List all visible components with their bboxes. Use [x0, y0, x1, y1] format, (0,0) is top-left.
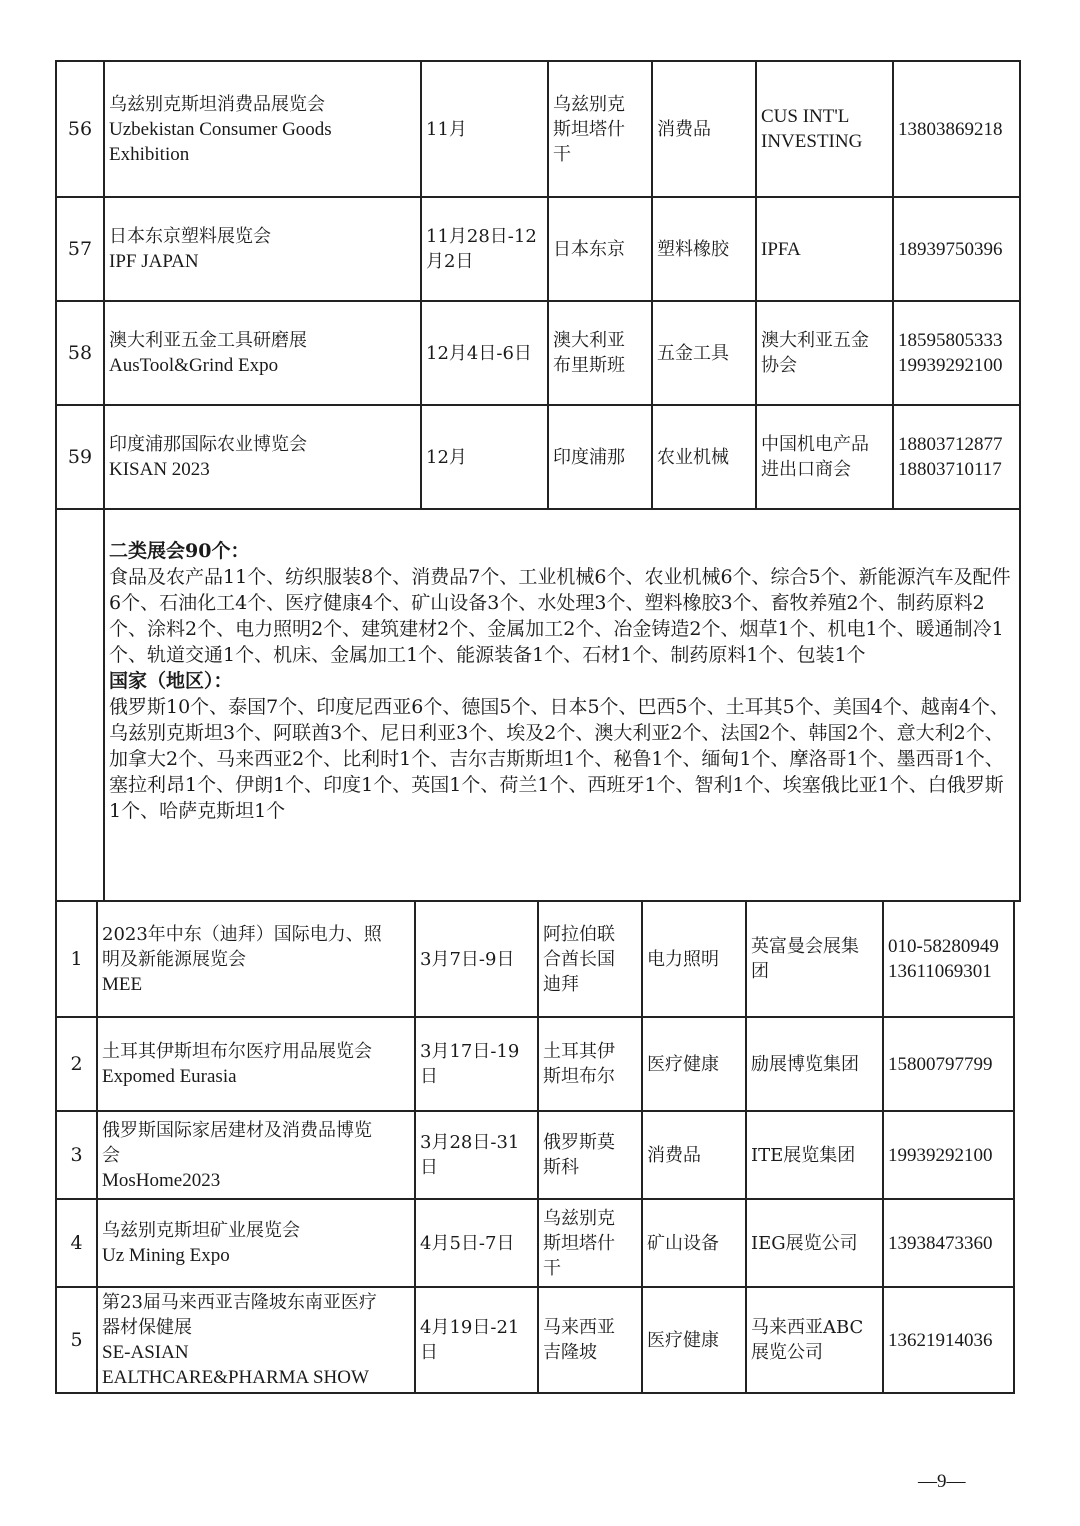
- city-line: 斯科: [543, 1157, 579, 1178]
- exhibition-organizer: [756, 405, 893, 509]
- city-line: 斯坦塔什: [553, 118, 625, 140]
- phone-line: 010-58280949: [888, 936, 999, 957]
- exhibition-name-en: AusTool&Grind Expo: [109, 355, 279, 376]
- contact-phone: [893, 61, 1020, 197]
- phone-line: 13621914036: [888, 1329, 993, 1351]
- exhibition-city: [538, 1017, 642, 1111]
- exhibition-name: [97, 901, 415, 1017]
- organizer-line: IPFA: [761, 238, 801, 260]
- industry-line: 医疗健康: [647, 1329, 719, 1351]
- contact-phone: [893, 301, 1020, 405]
- exhibition-name-cn: 乌兹别克斯坦矿业展览会: [102, 1220, 300, 1241]
- phone-line: 18939750396: [898, 238, 1003, 260]
- industry-line: 电力照明: [647, 948, 719, 970]
- table-row: [56, 61, 1020, 197]
- city-line: 迪拜: [543, 973, 579, 995]
- exhibition-name-cn: 澳大利亚五金工具研磨展: [109, 330, 307, 351]
- exhibition-city: [548, 301, 652, 405]
- row-number: 3: [56, 1111, 97, 1199]
- exhibition-name: [104, 197, 421, 301]
- contact-phone: [883, 1111, 1014, 1199]
- city-line: 干: [553, 143, 571, 165]
- organizer-line: 展览公司: [751, 1342, 823, 1363]
- organizer-line: 励展博览集团: [751, 1053, 859, 1075]
- exhibition-name-cn: 第23届马来西亚吉隆坡东南亚医疗: [102, 1292, 377, 1313]
- date-line: 11月28日-12: [426, 226, 537, 247]
- date-line: 11月: [426, 118, 467, 140]
- phone-line: 15800797799: [888, 1053, 993, 1075]
- industry-line: 塑料橡胶: [657, 238, 729, 260]
- city-line: 阿拉伯联: [543, 923, 615, 945]
- exhibition-name-en: EALTHCARE&PHARMA SHOW: [102, 1367, 369, 1388]
- country-heading: 国家（地区）：: [109, 670, 233, 692]
- exhibition-table-bottom: [55, 900, 1015, 1394]
- exhibition-date: [421, 197, 548, 301]
- phone-line: 18803712877: [898, 434, 1003, 455]
- exhibition-name-cn: 日本东京塑料展览会: [109, 226, 271, 247]
- city-line: 斯坦塔什: [543, 1232, 615, 1254]
- exhibition-date: [415, 1287, 538, 1393]
- city-line: 乌兹别克: [543, 1207, 615, 1229]
- exhibition-city: [538, 901, 642, 1017]
- city-line: 印度浦那: [553, 446, 625, 468]
- exhibition-industry: [652, 301, 756, 405]
- exhibition-name-en: Expomed Eurasia: [102, 1066, 237, 1087]
- contact-phone: [893, 197, 1020, 301]
- summary-cell: [104, 509, 1020, 901]
- row-number: 56: [56, 61, 104, 197]
- exhibition-date: [415, 1017, 538, 1111]
- industry-line: 矿山设备: [647, 1232, 719, 1254]
- exhibition-name-cn: 器材保健展: [102, 1317, 192, 1338]
- table-row: [56, 1199, 1014, 1287]
- organizer-line: ITE展览集团: [751, 1144, 856, 1166]
- exhibition-organizer: [746, 1287, 883, 1393]
- exhibition-name-cn: 土耳其伊斯坦布尔医疗用品展览会: [102, 1041, 372, 1062]
- exhibition-name-en: SE-ASIAN: [102, 1342, 189, 1363]
- exhibition-date: [415, 901, 538, 1017]
- row-number: 58: [56, 301, 104, 405]
- date-line: 3月17日-19日: [420, 1041, 520, 1087]
- table-row: [56, 1017, 1014, 1111]
- phone-line: 18803710117: [898, 459, 1002, 480]
- exhibition-organizer: [756, 61, 893, 197]
- exhibition-name-cn: 明及新能源展览会: [102, 948, 246, 970]
- industry-breakdown: 食品及农产品11个、纺织服装8个、消费品7个、工业机械6个、农业机械6个、综合5个、新能源汽车及配件6个、石油化工4个、医疗健康4个、矿山设备3个、水处理3个、塑料橡胶3个、畜牧养殖2个、制药原料2个、涂料2个、电力照明2个、建筑建材2个、金属加工2个、冶金铸造2个、烟草1个、机电1个、暖通制冷1个、轨道交通1个、机床、金属加工1个、能源装备1个、石材1个、制药原料1个、包装1个: [109, 566, 1011, 666]
- exhibition-name-cn: 2023年中东（迪拜）国际电力、照: [102, 923, 382, 945]
- exhibition-name: [97, 1111, 415, 1199]
- organizer-line: 中国机电产品: [761, 434, 869, 455]
- exhibition-industry: [652, 197, 756, 301]
- exhibition-industry: [642, 1199, 746, 1287]
- city-line: 土耳其伊: [543, 1041, 615, 1062]
- exhibition-organizer: [756, 301, 893, 405]
- contact-phone: [883, 1199, 1014, 1287]
- exhibition-name-en: IPF JAPAN: [109, 251, 199, 272]
- industry-line: 农业机械: [657, 446, 729, 468]
- summary-spacer-cell: [56, 509, 104, 901]
- city-line: 日本东京: [553, 238, 625, 260]
- page-number: —9—: [918, 1471, 966, 1492]
- exhibition-name-cn: 会: [102, 1144, 120, 1166]
- contact-phone: [883, 901, 1014, 1017]
- organizer-line: 团: [751, 961, 769, 982]
- phone-line: 19939292100: [888, 1144, 993, 1166]
- exhibition-name: [104, 301, 421, 405]
- exhibition-name: [104, 405, 421, 509]
- date-line: 月2日: [426, 251, 474, 272]
- exhibition-industry: [642, 1017, 746, 1111]
- phone-line: 19939292100: [898, 355, 1003, 376]
- city-line: 斯坦布尔: [543, 1066, 615, 1087]
- row-number: 4: [56, 1199, 97, 1287]
- table-row: [56, 1287, 1014, 1393]
- organizer-line: 进出口商会: [761, 459, 851, 480]
- table-row: [56, 1111, 1014, 1199]
- city-line: 布里斯班: [553, 355, 625, 376]
- country-breakdown: 俄罗斯10个、泰国7个、印度尼西亚6个、德国5个、日本5个、巴西5个、土耳其5个、美国4个、越南4个、乌兹别克斯坦3个、阿联酋3个、尼日利亚3个、埃及2个、澳大利亚2个、法国2个、韩国2个、意大利2个、加拿大2个、马来西亚2个、比利时1个、吉尔吉斯斯坦1个、秘鲁1个、缅甸1个、摩洛哥1个、墨西哥1个、塞拉利昂1个、伊朗1个、印度1个、英国1个、荷兰1个、西班牙1个、智利1个、埃塞俄比亚1个、白俄罗斯1个、哈萨克斯坦1个: [109, 696, 1009, 822]
- date-line: 4月19日-21日: [420, 1317, 520, 1363]
- exhibition-industry: [642, 1287, 746, 1393]
- exhibition-city: [538, 1287, 642, 1393]
- organizer-line: 澳大利亚五金: [761, 330, 869, 351]
- exhibition-city: [548, 61, 652, 197]
- exhibition-industry: [652, 61, 756, 197]
- date-line: 3月7日-9日: [420, 948, 515, 970]
- city-line: 合酋长国: [543, 948, 615, 970]
- exhibition-name-en: Uz Mining Expo: [102, 1245, 230, 1266]
- date-line: 3月28日-31日: [420, 1132, 520, 1178]
- table-row: [56, 901, 1014, 1017]
- exhibition-organizer: [746, 1111, 883, 1199]
- row-number: 59: [56, 405, 104, 509]
- exhibition-industry: [652, 405, 756, 509]
- phone-line: 13938473360: [888, 1232, 993, 1254]
- industry-line: 消费品: [647, 1144, 701, 1166]
- exhibition-industry: [642, 1111, 746, 1199]
- exhibition-date: [421, 405, 548, 509]
- exhibition-organizer: [746, 901, 883, 1017]
- exhibition-name-cn: 乌兹别克斯坦消费品展览会: [109, 93, 325, 115]
- contact-phone: [883, 1287, 1014, 1393]
- organizer-line: IEG展览公司: [751, 1232, 858, 1254]
- exhibition-date: [421, 301, 548, 405]
- phone-line: 18595805333: [898, 330, 1003, 351]
- exhibition-industry: [642, 901, 746, 1017]
- exhibition-table-top: [55, 60, 1021, 902]
- city-line: 干: [543, 1257, 561, 1279]
- organizer-line: CUS INT'L: [761, 106, 850, 127]
- organizer-line: 英富曼会展集: [751, 936, 859, 957]
- city-line: 澳大利亚: [553, 330, 625, 351]
- organizer-line: 马来西亚ABC: [751, 1317, 864, 1338]
- phone-line: 13803869218: [898, 118, 1003, 140]
- industry-line: 五金工具: [657, 342, 729, 364]
- table-row: [56, 197, 1020, 301]
- industry-line: 消费品: [657, 118, 711, 140]
- organizer-line: INVESTING: [761, 131, 863, 152]
- row-number: 5: [56, 1287, 97, 1393]
- exhibition-name-en: Exhibition: [109, 143, 190, 165]
- date-line: 12月4日-6日: [426, 342, 532, 364]
- exhibition-name-cn: 俄罗斯国际家居建材及消费品博览: [102, 1119, 372, 1141]
- summary-row: [56, 509, 1020, 901]
- exhibition-name-en: MosHome2023: [102, 1169, 221, 1191]
- exhibition-name: [97, 1199, 415, 1287]
- organizer-line: 协会: [761, 355, 797, 376]
- exhibition-organizer: [746, 1199, 883, 1287]
- city-line: 乌兹别克: [553, 93, 625, 115]
- phone-line: 13611069301: [888, 961, 992, 982]
- city-line: 马来西亚: [543, 1317, 615, 1338]
- category-heading: 二类展会90个：: [109, 540, 250, 562]
- exhibition-name: [97, 1287, 415, 1393]
- exhibition-date: [421, 61, 548, 197]
- exhibition-city: [538, 1111, 642, 1199]
- exhibition-organizer: [756, 197, 893, 301]
- city-line: 吉隆坡: [543, 1342, 597, 1363]
- date-line: 4月5日-7日: [420, 1232, 515, 1254]
- exhibition-city: [548, 197, 652, 301]
- exhibition-date: [415, 1199, 538, 1287]
- row-number: 57: [56, 197, 104, 301]
- city-line: 俄罗斯莫: [543, 1132, 615, 1153]
- exhibition-name: [97, 1017, 415, 1111]
- exhibition-name: [104, 61, 421, 197]
- exhibition-organizer: [746, 1017, 883, 1111]
- contact-phone: [883, 1017, 1014, 1111]
- table-row: [56, 301, 1020, 405]
- row-number: 1: [56, 901, 97, 1017]
- exhibition-name-en: MEE: [102, 973, 143, 995]
- exhibition-city: [538, 1199, 642, 1287]
- exhibition-city: [548, 405, 652, 509]
- exhibition-name-en: KISAN 2023: [109, 459, 210, 480]
- table-row: [56, 405, 1020, 509]
- contact-phone: [893, 405, 1020, 509]
- exhibition-name-cn: 印度浦那国际农业博览会: [109, 434, 307, 455]
- date-line: 12月: [426, 446, 467, 468]
- exhibition-name-en: Uzbekistan Consumer Goods: [109, 118, 332, 140]
- exhibition-date: [415, 1111, 538, 1199]
- row-number: 2: [56, 1017, 97, 1111]
- industry-line: 医疗健康: [647, 1053, 719, 1075]
